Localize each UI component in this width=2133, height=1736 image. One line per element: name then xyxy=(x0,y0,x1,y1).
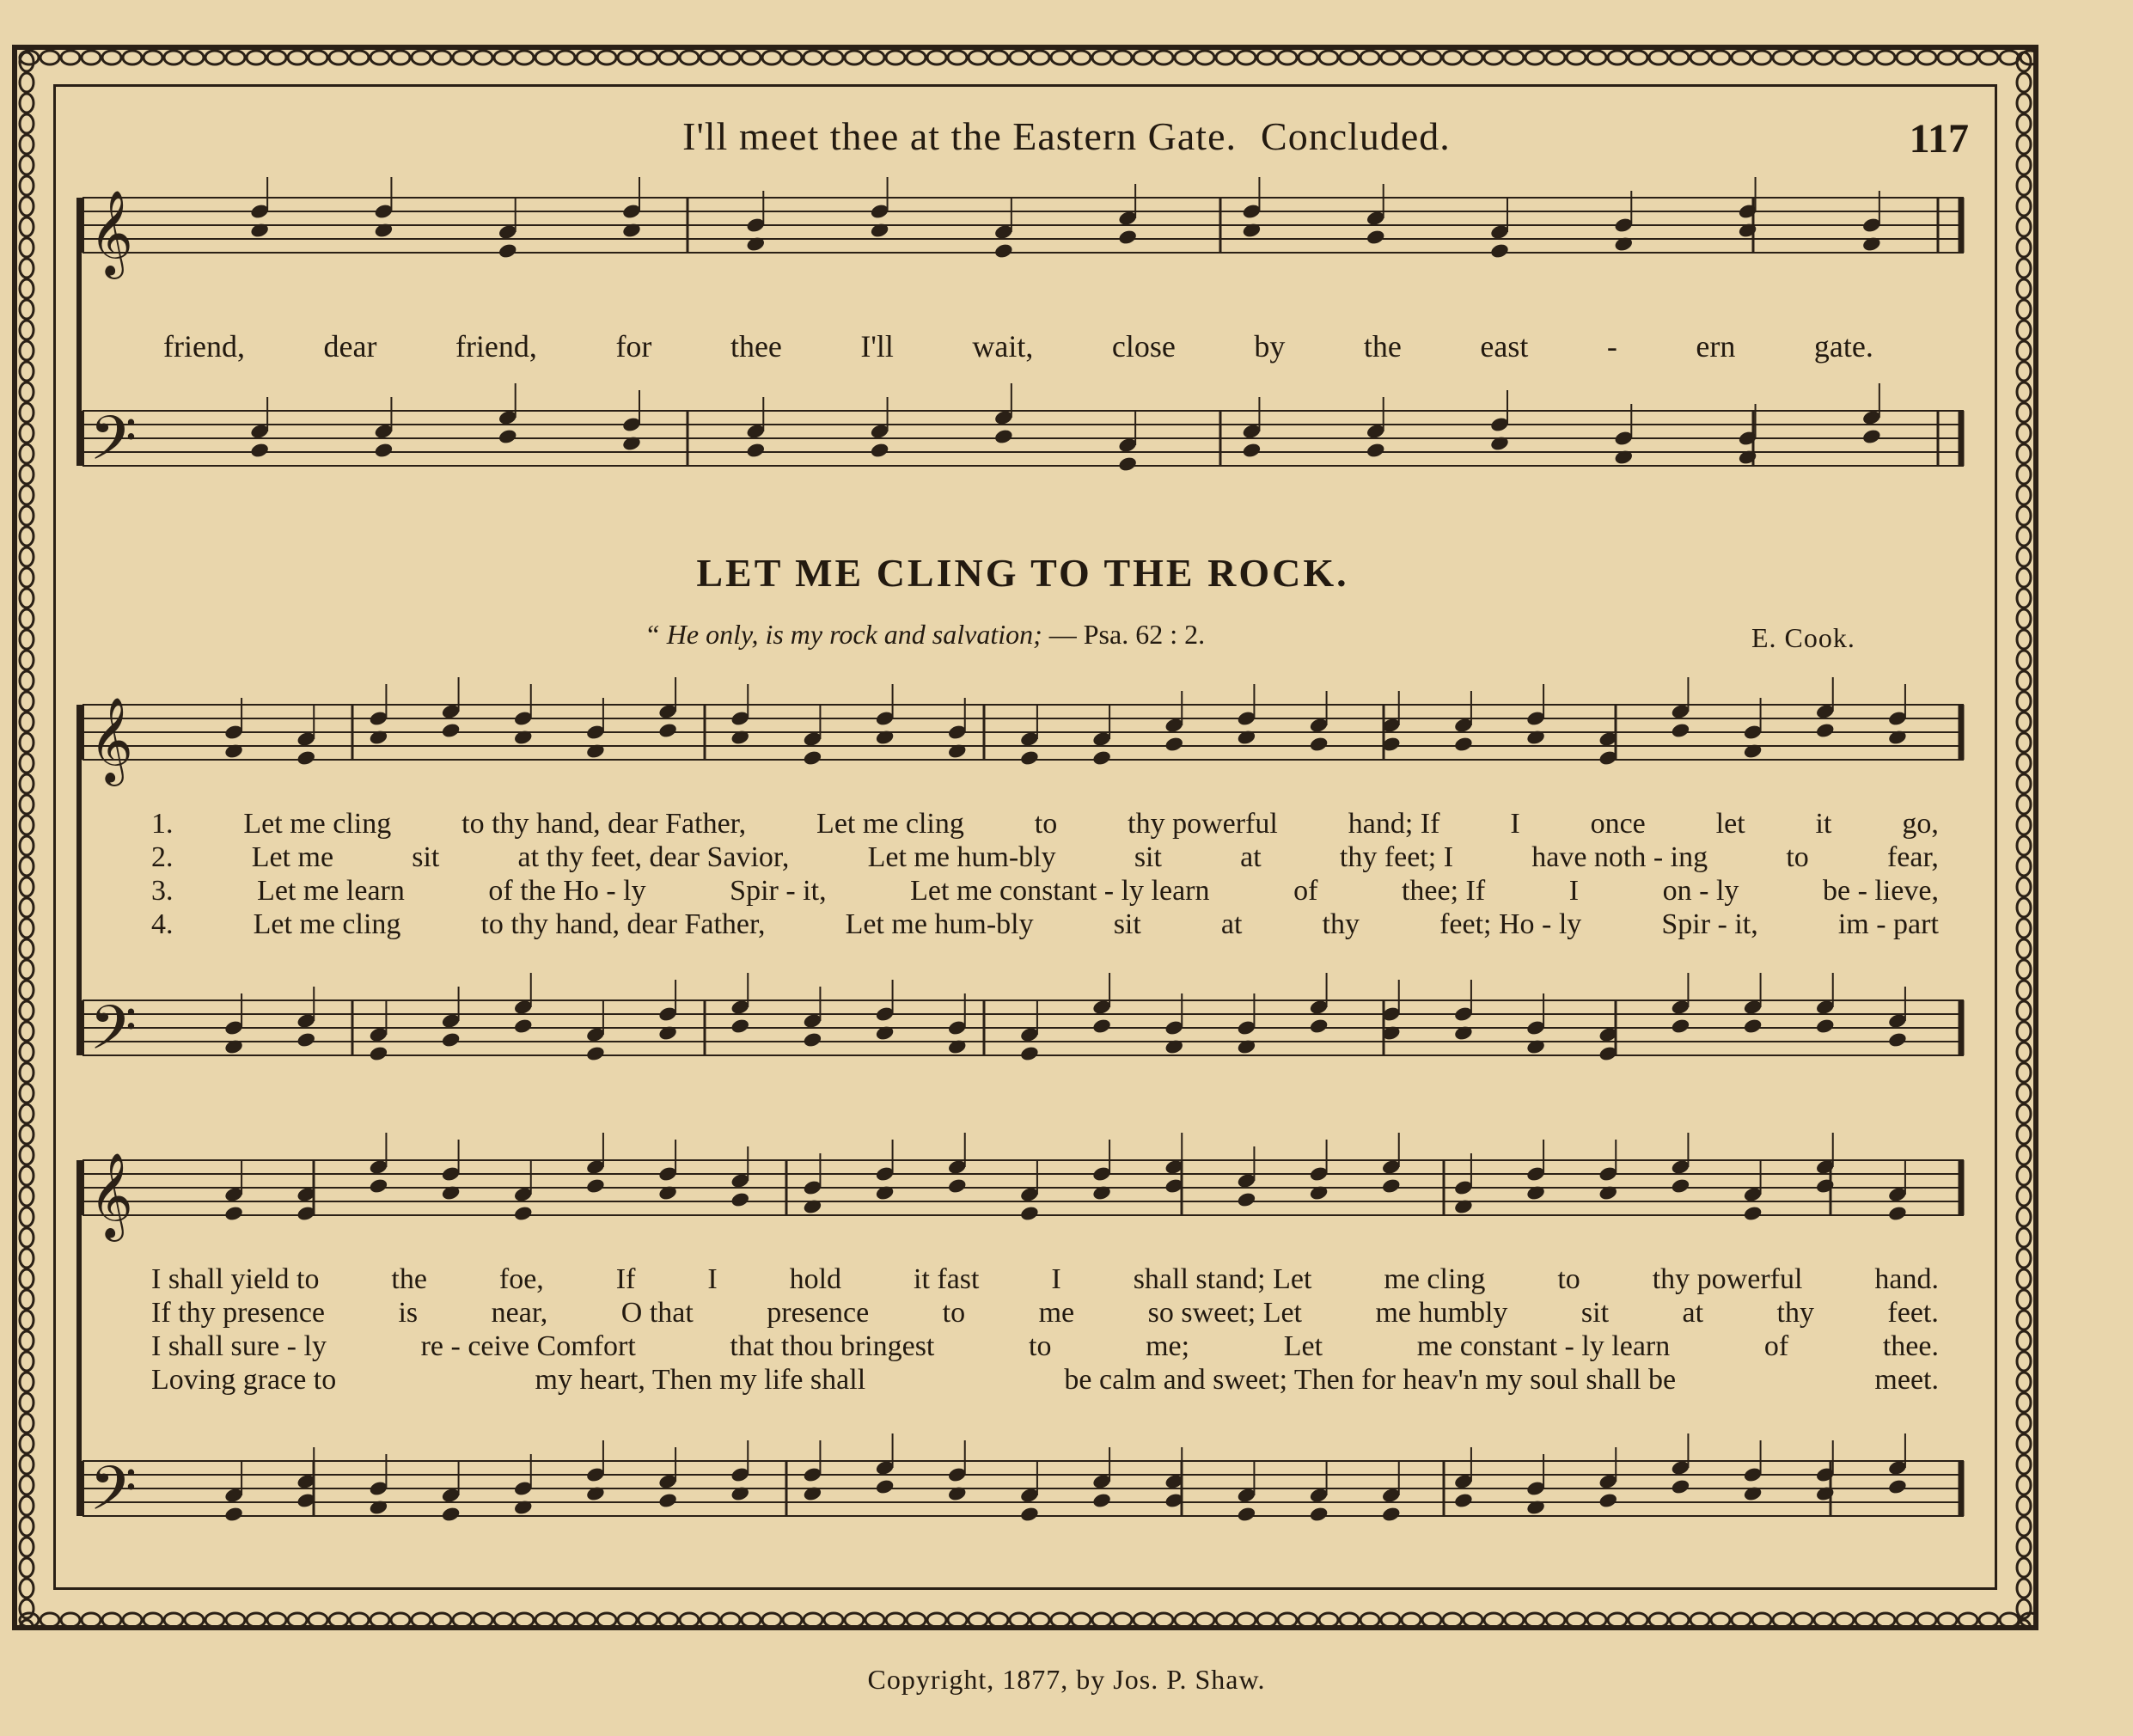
system2-treble-clef: 𝄞 xyxy=(89,697,133,783)
lyric-word: Let me xyxy=(251,841,334,873)
system3-bass-note xyxy=(1019,1506,1040,1523)
system2-bass-note xyxy=(1815,1018,1836,1035)
lyric-word: to xyxy=(1029,1330,1052,1362)
system3-treble-note xyxy=(1671,1177,1691,1195)
system2-bass-note xyxy=(585,1045,606,1062)
lyric-word: by xyxy=(1254,329,1286,364)
lyric-word: east xyxy=(1480,329,1529,364)
system3-bass-note xyxy=(1091,1492,1112,1509)
lyric-word: close xyxy=(1111,329,1176,364)
lyric-word: to xyxy=(1786,841,1809,873)
lyric-word: - xyxy=(1606,329,1617,364)
lyric-line xyxy=(151,1263,1939,1296)
lyric-word: me xyxy=(1038,1297,1075,1329)
system3-bass-note xyxy=(441,1506,461,1523)
lyric-line xyxy=(151,808,1939,840)
lyric-word: I xyxy=(1510,808,1520,840)
lyric-word: thy powerful xyxy=(1128,808,1278,840)
lyric-word: Spir - it, xyxy=(730,875,827,907)
system1-treble-note xyxy=(498,242,518,260)
page-number: 117 xyxy=(1909,116,1969,162)
lyric-word: be - lieve, xyxy=(1822,875,1939,907)
lyric-word: I shall yield to xyxy=(151,1263,320,1295)
first-song-lyrics xyxy=(163,328,1873,364)
system2-treble-note xyxy=(1164,736,1184,753)
lyric-word: im - part xyxy=(1837,908,1939,940)
lyric-word: I shall sure - ly xyxy=(151,1330,327,1362)
lyric-word: is xyxy=(398,1297,419,1329)
lyric-word: If xyxy=(615,1263,636,1295)
system3-bass-note xyxy=(1598,1492,1618,1509)
system1-bass-note xyxy=(993,428,1014,445)
lyric-word: gate. xyxy=(1813,329,1873,364)
lyric-word: If thy presence xyxy=(151,1297,326,1329)
lyric-word: thy powerful xyxy=(1652,1263,1803,1295)
lyric-word: thee xyxy=(730,329,782,364)
lyric-word: Let me learn xyxy=(257,875,405,907)
lyric-word: of xyxy=(1293,875,1318,907)
system2-bass-note xyxy=(1743,1018,1763,1035)
system1-bass-note xyxy=(249,442,270,459)
lyric-word: me humbly xyxy=(1375,1297,1508,1329)
system3-treble-note xyxy=(947,1177,968,1195)
system2-bass-note xyxy=(803,1031,823,1048)
lyric-word: I xyxy=(707,1263,718,1295)
system1-treble-note xyxy=(1489,242,1510,260)
system1-bass-clef: 𝄢 xyxy=(89,403,138,489)
lyric-word: at thy feet, dear Savior, xyxy=(517,841,790,873)
lyric-word: Let me cling xyxy=(243,808,392,840)
system2-treble-note xyxy=(657,722,678,739)
system2-bass-note xyxy=(1671,1018,1691,1035)
epigraph-reference: — Psa. 62 : 2. xyxy=(1048,619,1206,650)
lyric-word: I'll xyxy=(860,329,894,364)
system1-treble-note xyxy=(1366,229,1386,246)
system3-treble-note xyxy=(730,1191,750,1208)
system2-bass-note xyxy=(730,1018,750,1035)
system3-bass-note xyxy=(1309,1506,1329,1523)
lyric-word: Let me hum-bly xyxy=(845,908,1034,940)
lyric-word: thee; If xyxy=(1401,875,1486,907)
lyric-word: it xyxy=(1815,808,1832,840)
system2-bass-note xyxy=(441,1031,461,1048)
system1-bass-note xyxy=(498,428,518,445)
lyric-word: me constant - ly learn xyxy=(1416,1330,1671,1362)
lyric-word: the xyxy=(1363,329,1402,364)
composer: E. Cook. xyxy=(1751,622,1855,653)
system3-treble-note xyxy=(585,1177,606,1195)
lyric-word: 3. xyxy=(151,875,174,907)
system3-bass-note xyxy=(657,1492,678,1509)
lyric-word: Let me cling xyxy=(816,808,964,840)
lyric-word: meet. xyxy=(1874,1364,1939,1396)
lyric-word: friend, xyxy=(455,329,537,364)
lyric-word: to thy hand, dear Father, xyxy=(480,908,766,940)
lyric-word: once xyxy=(1590,808,1646,840)
lyric-word: hold xyxy=(789,1263,842,1295)
lyric-word: me; xyxy=(1146,1330,1190,1362)
lyric-word: be calm and sweet; Then for heav'n my soul shall be xyxy=(1064,1364,1677,1396)
lyric-word: Let me hum-bly xyxy=(867,841,1056,873)
system2-treble-note xyxy=(441,722,461,739)
song-title: LET ME CLING TO THE ROCK. xyxy=(696,551,1349,595)
lyric-word: fear, xyxy=(1886,841,1939,873)
lyric-word: 2. xyxy=(151,841,174,873)
system2-bass-note xyxy=(296,1031,316,1048)
system2-bass-note xyxy=(1019,1045,1040,1062)
system3-treble-note xyxy=(223,1205,244,1222)
lyric-word: re - ceive Comfort xyxy=(420,1330,636,1362)
lyric-word: sit xyxy=(412,841,440,873)
system2-bass-note xyxy=(1887,1031,1908,1048)
lyric-word: Let xyxy=(1283,1330,1323,1362)
lyric-word: thy xyxy=(1322,908,1360,940)
system3-bass-note xyxy=(1237,1506,1257,1523)
system2-bass-note xyxy=(369,1045,389,1062)
lyric-word: on - ly xyxy=(1662,875,1739,907)
lyric-word: my heart, Then my life shall xyxy=(535,1364,866,1396)
lyric-word: go, xyxy=(1902,808,1939,840)
lyric-word: O that xyxy=(620,1297,694,1329)
system3-treble-note xyxy=(1019,1205,1040,1222)
system1-bass-note xyxy=(870,442,890,459)
system2-bass-note xyxy=(1091,1018,1112,1035)
lyric-word: shall stand; Let xyxy=(1133,1263,1312,1295)
lyric-word: me cling xyxy=(1384,1263,1486,1295)
lyric-word: to xyxy=(942,1297,966,1329)
system1-bass-note xyxy=(745,442,766,459)
lyric-word: Let me cling xyxy=(253,908,401,940)
system3-bass-note xyxy=(875,1478,895,1495)
system1-bass-note xyxy=(374,442,394,459)
lyric-word: at xyxy=(1240,841,1262,873)
system3-bass-note xyxy=(1887,1478,1908,1495)
lyric-word: to xyxy=(1034,808,1058,840)
system2-bass-note xyxy=(513,1018,534,1035)
system2-treble-note xyxy=(1671,722,1691,739)
system2-treble-note xyxy=(1309,736,1329,753)
system3-treble-note xyxy=(1743,1205,1763,1222)
lyric-word: at xyxy=(1682,1297,1704,1329)
system2-treble-note xyxy=(803,749,823,767)
lyric-line xyxy=(151,1364,1939,1397)
lyric-word: of the Ho - ly xyxy=(488,875,646,907)
system2-treble-note xyxy=(1091,749,1112,767)
lyric-word: that thou bringest xyxy=(730,1330,935,1362)
lyric-line xyxy=(151,908,1939,941)
lyric-word: presence xyxy=(767,1297,870,1329)
lyric-word: have noth - ing xyxy=(1531,841,1708,873)
system3-treble-note xyxy=(369,1177,389,1195)
lyric-word: I xyxy=(1568,875,1580,907)
lyric-word: near, xyxy=(491,1297,548,1329)
system3-treble-clef: 𝄞 xyxy=(89,1152,133,1238)
lyric-word: hand; If xyxy=(1348,808,1440,840)
lyric-word: Let me constant - ly learn xyxy=(910,875,1210,907)
system3-bass-note xyxy=(1381,1506,1402,1523)
lyric-word: I xyxy=(1051,1263,1061,1295)
lyric-word: for xyxy=(615,329,652,364)
system3-bass-note xyxy=(1453,1492,1474,1509)
lyric-word: at xyxy=(1220,908,1243,940)
lyric-word: 4. xyxy=(151,908,174,940)
lyric-word: foe, xyxy=(498,1263,544,1295)
lyric-word: ern xyxy=(1696,329,1736,364)
lyric-word: so sweet; Let xyxy=(1147,1297,1303,1329)
system1-bass-note xyxy=(1117,455,1138,473)
lyric-word: Loving grace to xyxy=(151,1364,337,1396)
lyric-word: thy feet; I xyxy=(1339,841,1454,873)
lyric-word: dear xyxy=(323,329,377,364)
system3-treble-note xyxy=(1237,1191,1257,1208)
system1-bass-note xyxy=(1366,442,1386,459)
lyric-word: it fast xyxy=(914,1263,980,1295)
lyric-word: to thy hand, dear Father, xyxy=(461,808,747,840)
lyric-line xyxy=(151,1330,1939,1363)
lyric-word: thee. xyxy=(1882,1330,1939,1362)
system2-treble-note xyxy=(1453,736,1474,753)
lyric-word: the xyxy=(391,1263,427,1295)
system3-treble-note xyxy=(1381,1177,1402,1195)
system3-bass-note xyxy=(1671,1478,1691,1495)
system1-treble-clef: 𝄞 xyxy=(89,190,133,276)
lyric-line xyxy=(151,875,1939,908)
system2-treble-note xyxy=(1019,749,1040,767)
epigraph-quote: “ He only, is my rock and salvation; xyxy=(645,619,1042,650)
lyric-word: friend, xyxy=(163,329,245,364)
lyric-word: let xyxy=(1715,808,1745,840)
system3-treble-note xyxy=(1887,1205,1908,1222)
lyric-word: thy xyxy=(1776,1297,1814,1329)
system2-treble-note xyxy=(1815,722,1836,739)
lyric-line xyxy=(151,841,1939,874)
system1-treble-note xyxy=(1117,229,1138,246)
lyric-word: Spir - it, xyxy=(1661,908,1758,940)
system3-bass-note xyxy=(223,1506,244,1523)
system3-treble-note xyxy=(513,1205,534,1222)
lyric-word: 1. xyxy=(151,808,174,840)
system1-bass-note xyxy=(1242,442,1262,459)
lyric-word: sit xyxy=(1134,841,1162,873)
lyric-word: feet; Ho - ly xyxy=(1439,908,1582,940)
copyright: Copyright, 1877, by Jos. P. Shaw. xyxy=(867,1664,1266,1695)
system2-bass-note xyxy=(1309,1018,1329,1035)
title-text: I'll meet thee at the Eastern Gate. xyxy=(682,114,1238,158)
title-suffix: Concluded. xyxy=(1261,114,1451,158)
lyric-word: sit xyxy=(1113,908,1141,940)
lyric-word: to xyxy=(1557,1263,1580,1295)
lyric-word: wait, xyxy=(972,329,1034,364)
system3-treble-note xyxy=(1815,1177,1836,1195)
system3-bass-clef: 𝄢 xyxy=(89,1453,138,1539)
epigraph xyxy=(645,619,1205,651)
lyric-word: hand. xyxy=(1874,1263,1939,1295)
system1-treble-note xyxy=(993,242,1014,260)
lyric-word: of xyxy=(1763,1330,1789,1362)
system2-treble-note xyxy=(296,749,316,767)
system1-bass-note xyxy=(1861,428,1882,445)
lyric-word: sit xyxy=(1580,1297,1610,1329)
system2-bass-clef: 𝄢 xyxy=(89,993,138,1079)
lyric-word: feet. xyxy=(1887,1297,1939,1329)
lyric-line xyxy=(151,1297,1939,1330)
